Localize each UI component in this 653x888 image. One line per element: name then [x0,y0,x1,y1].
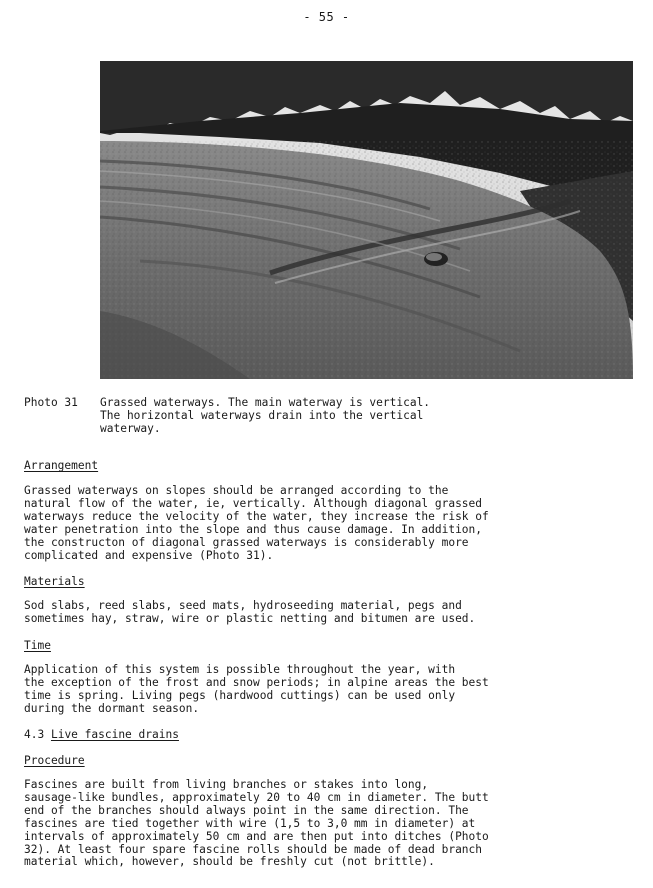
photo-grassed-waterways [100,61,633,379]
section-number: 4.3 [24,728,45,741]
photo-caption-text: Grassed waterways. The main waterway is vertical. The horizontal waterways drain into the vertical waterway. [100,396,431,435]
photo-label: Photo 31 [24,396,78,409]
heading-materials [24,575,85,588]
heading-arrangement-text: Arrangement [24,459,99,472]
paragraph-procedure: Fascines are built from living branches or stakes into long, sausage-like bundles, approximately 20 to 40 cm in diameter. The butt end of the branches should always point in the same direction. The fascines are tied together with wire (1,5 to 3,0 mm in diameter) at intervals of approximately 50 cm and are then put into ditches (Photo 32). At least four spare fascine rolls should be made of dead branch material which, however, should be freshly cut (not brittle). [24,778,489,869]
heading-time-text: Time [24,639,51,652]
heading-live-fascine-text: Live fascine drains [50,728,179,741]
heading-procedure-text: Procedure [24,754,85,767]
page-number: - 55 - [303,10,350,24]
paragraph-materials: Sod slabs, reed slabs, seed mats, hydroseeding material, pegs and sometimes hay, straw, wire or plastic netting and bitumen are used. [24,599,476,625]
heading-procedure [24,754,85,767]
heading-arrangement [24,459,98,472]
heading-time [24,639,51,652]
paragraph-arrangement: Grassed waterways on slopes should be arranged according to the natural flow of the water, ie, vertically. Although diagonal grassed waterways reduce the velocity of the water, they increase the risk of water penetration into the slope and thus cause damage. In addition, the constructon of diagonal grassed waterways is considerably more complicated and expensive (Photo 31). [24,484,489,562]
paragraph-time: Application of this system is possible throughout the year, with the exception of the frost and snow periods; in alpine areas the best time is spring. Living pegs (hardwood cuttings) can be used only during the dormant season. [24,663,489,715]
heading-live-fascine-drains [24,728,179,741]
heading-materials-text: Materials [24,575,85,588]
